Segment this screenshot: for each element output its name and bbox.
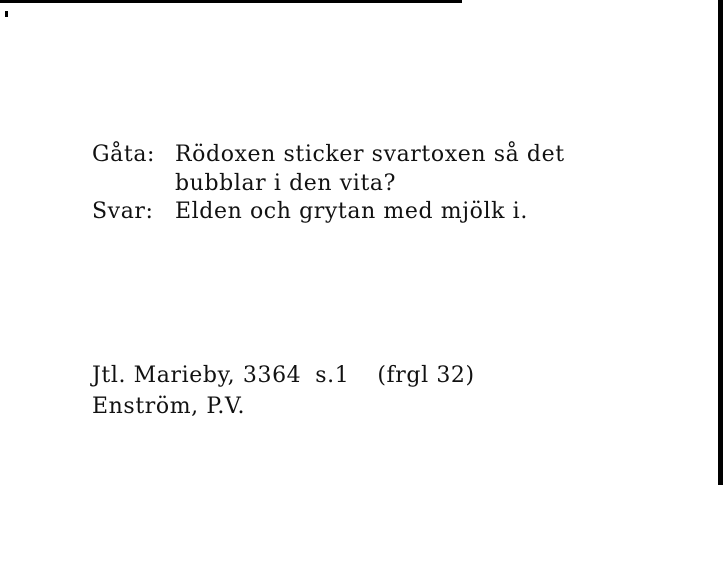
source-place: Jtl. Marieby, 3364 [92, 363, 302, 388]
card-top-border [0, 0, 462, 3]
scan-speck [5, 11, 8, 17]
riddle-answer-text: Elden och grytan med mjölk i. [175, 199, 528, 224]
source-ref: (frgl 32) [377, 363, 475, 388]
riddle-question-text: Rödoxen sticker svartoxen så det [175, 142, 565, 167]
riddle-question-label: Gåta: [92, 142, 156, 167]
riddle-answer-line [92, 199, 528, 225]
source-page: s.1 [315, 363, 350, 388]
riddle-question-line [92, 142, 565, 168]
card-right-border [718, 0, 723, 485]
riddle-answer-label: Svar: [92, 199, 154, 224]
source-reference-line [92, 363, 475, 389]
informant-name: Enström, P.V. [92, 394, 246, 419]
riddle-question-continuation: bubblar i den vita? [175, 171, 396, 196]
